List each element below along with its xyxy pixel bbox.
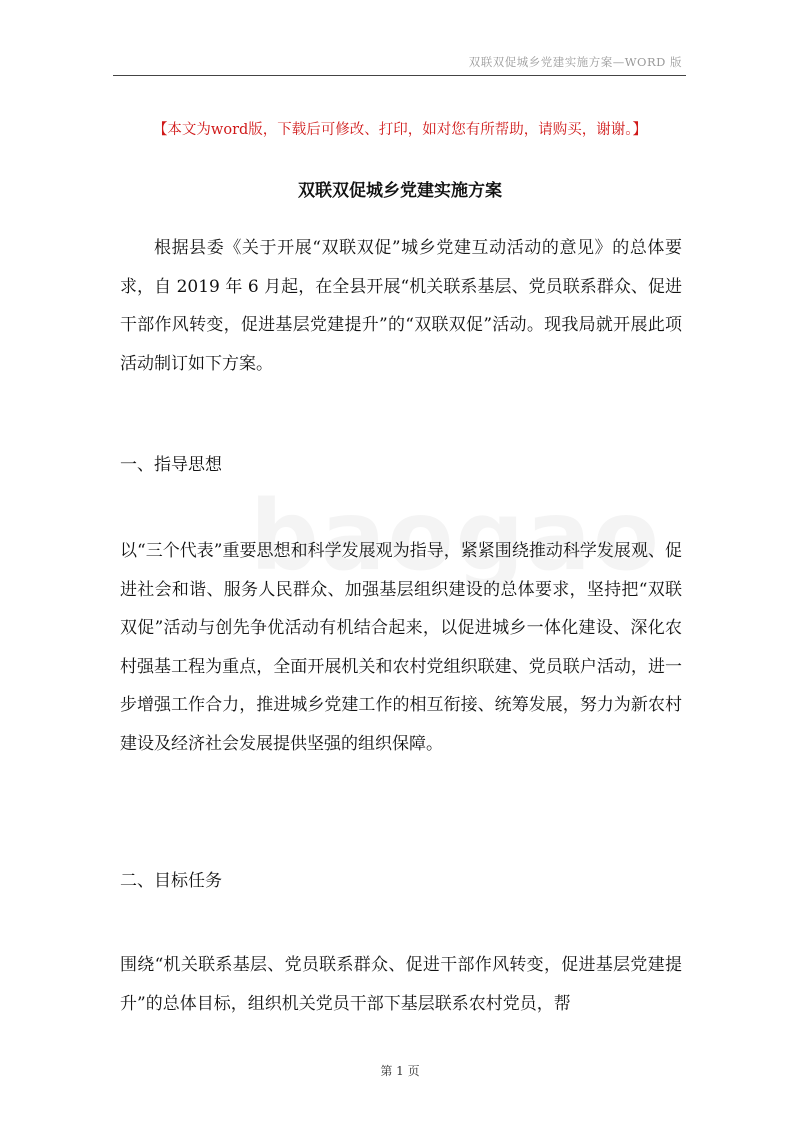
objectives-paragraph: 围绕“机关联系基层、党员联系群众、促进干部作风转变，促进基层党建提升”的总体目标，组织机关党员干部下基层联系农村党员，帮 — [120, 955, 682, 1014]
running-header: 双联双促城乡党建实施方案—WORD 版 — [468, 55, 682, 69]
section-heading-guiding-ideology: 一、指导思想 — [120, 455, 222, 475]
purchase-notice: 【本文为word版，下载后可修改、打印，如对您有所帮助，请购买，谢谢。】 — [152, 122, 648, 138]
page-number: 第 1 页 — [380, 1064, 420, 1078]
document-title: 双联双促城乡党建实施方案 — [298, 181, 502, 201]
intro-paragraph: 根据县委《关于开展“双联双促”城乡党建互动活动的意见》的总体要求，自 2019 年 6 月起，在全县开展“机关联系基层、党员联系群众、促进干部作风转变，促进基层党建提升”的“双联双促”活动。现我局就开展此项活动制订如下方案。 — [120, 238, 682, 374]
section-heading-objectives: 二、目标任务 — [120, 871, 222, 891]
header-divider — [113, 75, 686, 76]
guiding-ideology-paragraph: 以“三个代表”重要思想和科学发展观为指导，紧紧围绕推动科学发展观、促进社会和谐、服务人民群众、加强基层组织建设的总体要求，坚持把“双联双促”活动与创先争优活动有机结合起来，以促进城乡一体化建设、深化农村强基工程为重点，全面开展机关和农村党组织联建、党员联户活动，进一步增强工作合力，推进城乡党建工作的相互衔接、统筹发展，努力为新农村建设及经济社会发展提供坚强的组织保障。 — [120, 541, 682, 754]
